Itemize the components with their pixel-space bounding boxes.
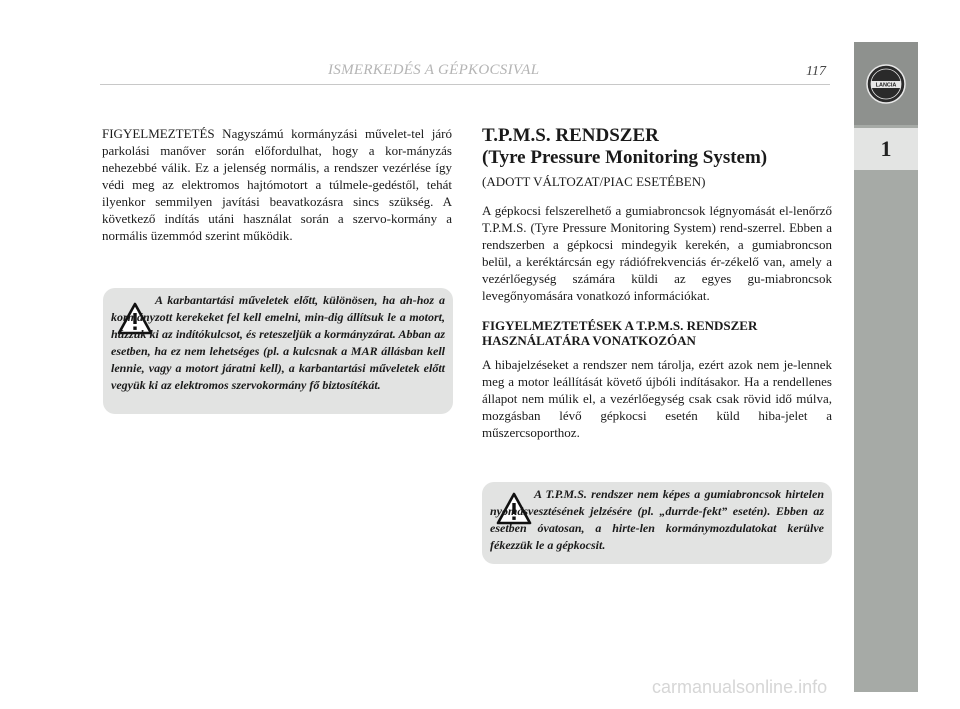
logo-text: LANCIA [875,82,897,89]
warnings-heading-line1: FIGYELMEZTETÉSEK A T.P.M.S. RENDSZER [482,318,758,333]
tpms-warning-paragraph: A hibajelzéseket a rendszer nem tárolja, ezért azok nem je-lennek meg a motor leállítását követő újbóli indításakor. Ha a rendellenes állapot nem múlik el, a vezérlőegység csak csak rövid idő múlva, mozgásban lévő gépkocsi esetén küld hiba-jelet a műszercsoporthoz. [482,357,832,440]
lancia-logo-icon [866,64,906,104]
left-paragraph: FIGYELMEZTETÉS Nagyszámú kormányzási művelet-tel járó parkolási manőver során előfordulhat, hogy a kor-mányzás nehezebbé válik. Ez a jelenség normális, a rendszer vezérlése így védi meg az elektromos hajtómotort a túlmele-gedéstől, tehát ilyenkor semmilyen javítási beavatkozásra sincs szükség. A következő indítás utáni használat során a szervo-kormány a normális üzemmód szerint működik. [102,126,452,243]
header-rule [100,84,830,85]
page-number: 117 [806,64,826,79]
chapter-box [854,128,918,170]
watermark: carmanualsonline.info [652,677,828,697]
section-subheading: (ADOTT VÁLTOZAT/PIAC ESETÉBEN) [482,174,706,189]
section-heading-line2: (Tyre Pressure Monitoring System) [482,147,768,168]
warning-box-left [103,288,453,414]
section-heading [482,125,767,169]
side-tab [854,42,918,692]
warnings-heading-line2: HASZNÁLATÁRA VONATKOZÓAN [482,333,696,348]
warnings-heading [482,318,757,348]
warning-text-left: A karbantartási műveletek előtt, különösen, ha ah-hoz a kormányzott kerekeket fel kell emelni, min-dig állítsuk le a motort, húzzuk ki az indítókulcsot, és reteszeljük a kormányzárat. Abban az esetben, ha ez nem lehetséges (pl. a kulcsnak a MAR állásban kell lennie, vagy a motort járatni kell), a karbantartási műveletek előtt vegyük ki az elektromos szervokormány fő biztosítékát. [111,293,445,392]
chapter-number: 1 [880,136,892,161]
warning-text-right: A T.P.M.S. rendszer nem képes a gumiabroncsok hirtelen nyomásvesztésének jelzésére (pl. „durrde-fekt” esetén). Ebben az esetben óvatosan, a hirte-len kormánymozdulatokat kerülve fékezzük le a gépkocsit. [490,487,824,552]
warning-box-right [482,482,832,564]
header-title: ISMERKEDÉS A GÉPKOCSIVAL [328,62,540,78]
section-heading-line1: T.P.M.S. RENDSZER [482,125,659,146]
logo-box [854,42,918,125]
tpms-paragraph: A gépkocsi felszerelhető a gumiabroncsok légnyomását el-lenőrző T.P.M.S. (Tyre Pressure Monitoring System) rend-szerrel. Ebben a rendszerben a gépkocsi mindegyik kerekén, a gumiabroncson belül, a keréktárcsán egy rádiófrekvenciás ér-zékelő van, amely a vezérlőegység számára küldi az egyes gu-miabroncsok levegőnyomására vonatkozó információkat. [482,203,832,303]
